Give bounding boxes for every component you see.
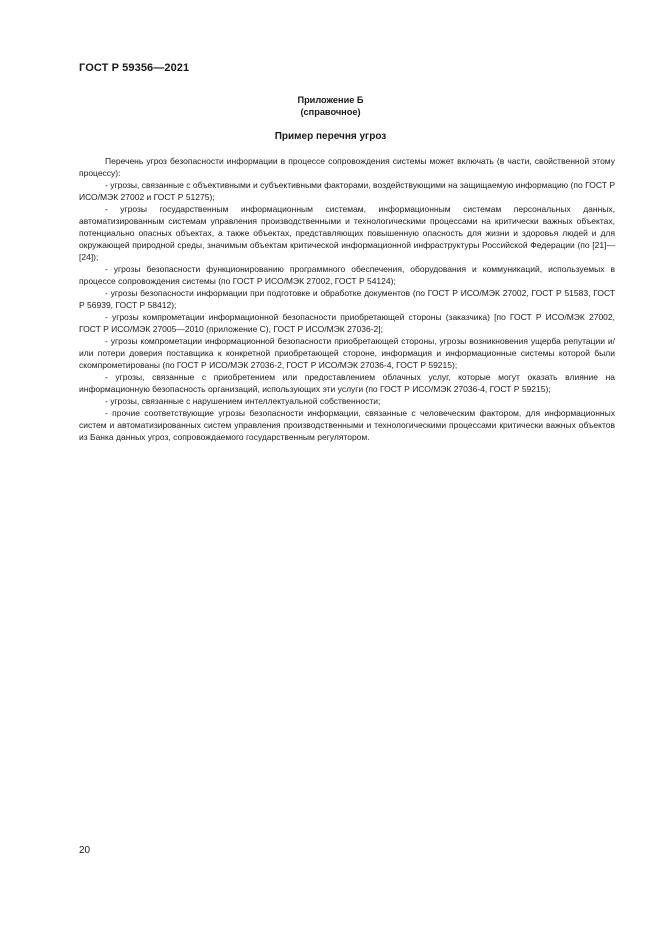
appendix-title: Приложение Б (297, 95, 364, 105)
list-item: - угрозы компрометации информационной безопасности приобретающей стороны, угрозы возникновения ущерба репутации и/или потери доверия поставщика к конкретной приобретающей стороне, информация и информационные системы которой были скомпрометированы (по ГОСТ Р ИСО/МЭК 27036-2, ГОСТ Р ИСО/МЭК 27036-4, ГОСТ Р 59215); (79, 336, 615, 370)
page-number: 20 (79, 845, 91, 856)
appendix-heading (0, 94, 661, 118)
standard-code-header: ГОСТ Р 59356—2021 (79, 62, 190, 74)
list-item: - угрозы государственным информационным системам, информационным системам персональных данных, автоматизированным системам управления производственными и технологическими процессами на критически важных объектах, потенциально опасных объектах, а также объектах, представляющих повышенную опасность для жизни и здоровья людей и для окружающей природной среды, значимым объектам критической информационной инфраструктуры Российской Федерации (по [21]—[24]); (79, 204, 615, 262)
list-item: - угрозы, связанные с объективными и субъективными факторами, воздействующими на защищаемую информацию (по ГОСТ Р ИСО/МЭК 27002 и ГОСТ Р 51275); (79, 180, 615, 202)
list-item: - угрозы безопасности функционированию программного обеспечения, оборудования и коммуникаций, используемых в процессе сопровождения системы (по ГОСТ Р ИСО/МЭК 27002, ГОСТ Р 54124); (79, 264, 615, 286)
intro-paragraph: Перечень угроз безопасности информации в процессе сопровождения системы может включать (в части, свойственной этому процессу): (79, 156, 615, 178)
list-item: - угрозы компрометации информационной безопасности приобретающей стороны (заказчика) [по ГОСТ Р ИСО/МЭК 27002, ГОСТ Р ИСО/МЭК 27005—2010 (приложение С), ГОСТ Р ИСО/МЭК 27036-2]; (79, 312, 615, 334)
list-item: - угрозы, связанные с приобретением или предоставлением облачных услуг, которые могут оказать влияние на информационную безопасность организаций, использующих эти услуги (по ГОСТ Р ИСО/МЭК 27036-4, ГОСТ Р 59215); (79, 372, 615, 394)
list-item: - угрозы, связанные с нарушением интеллектуальной собственности; (105, 396, 381, 406)
list-item: - угрозы безопасности информации при подготовке и обработке документов (по ГОСТ Р ИСО/МЭК 27002, ГОСТ Р 51583, ГОСТ Р 56939, ГОСТ Р 58412); (79, 288, 615, 310)
section-title: Пример перечня угроз (274, 131, 387, 142)
list-item: - прочие соответствующие угрозы безопасности информации, связанные с человеческим фактором, для информационных систем и автоматизированных систем управления производственными и технологическими процессами критически важных объектов из Банка данных угроз, сопровождаемого государственным регулятором. (79, 408, 615, 442)
appendix-subtitle: (справочное) (300, 107, 361, 117)
body-text (79, 155, 615, 443)
